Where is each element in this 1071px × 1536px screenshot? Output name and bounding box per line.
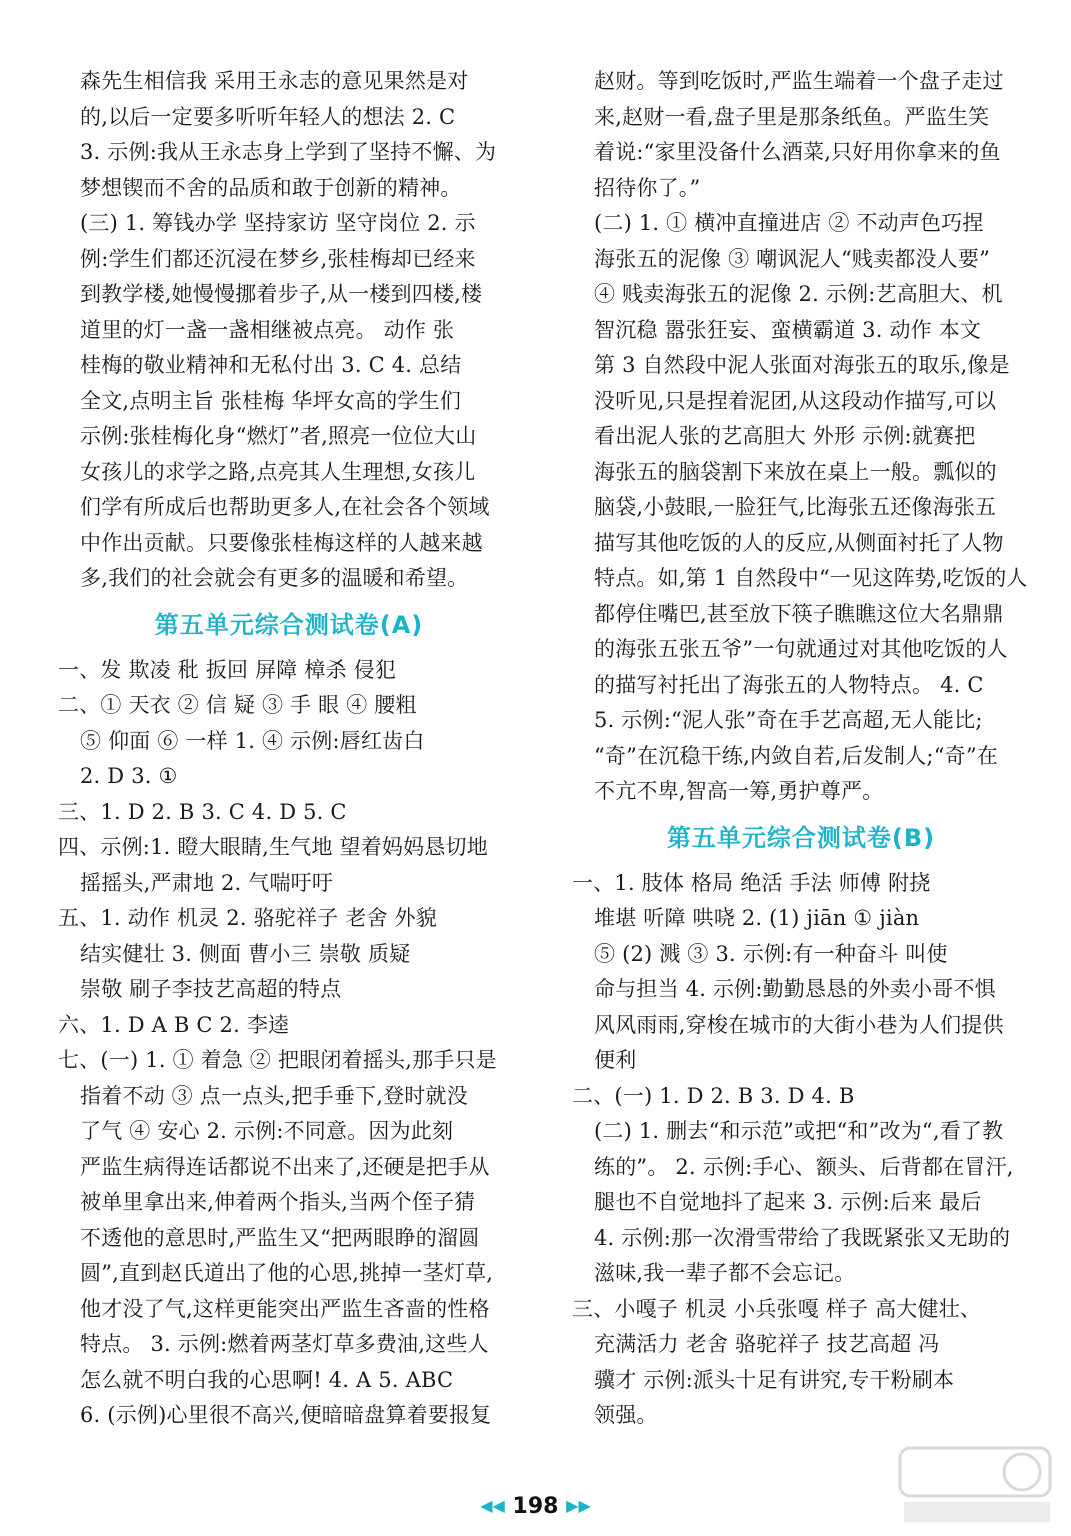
answer-line: 示例:张桂梅化身“燃灯”者,照亮一位位大山 xyxy=(80,424,477,448)
answer-line: 都停住嘴巴,甚至放下筷子瞧瞧这位大名鼎鼎 xyxy=(594,601,1004,626)
section-heading: 第五单元综合测试卷(B) xyxy=(666,823,936,852)
answer-line: 例:学生们都还沉浸在梦乡,张桂梅却已经来 xyxy=(80,246,476,271)
answer-line: 梦想锲而不舍的品质和敢于创新的精神。 xyxy=(80,175,462,200)
answer-line: 第 3 自然段中泥人张面对海张五的取乐,像是 xyxy=(594,353,1010,377)
right-column xyxy=(572,64,1030,1434)
answer-line: 练的”。 2. 示例:手心、额头、后背都在冒汗, xyxy=(594,1154,1014,1179)
answer-line: ⑤ (2) 溅 ③ 3. 示例:有一种奋斗 叫使 xyxy=(594,941,948,966)
answer-line: 4. 示例:那一次滑雪带给了我既紧张又无助的 xyxy=(594,1225,1011,1250)
answer-line: 二、① 天衣 ② 信 疑 ③ 手 眼 ④ 腰粗 xyxy=(58,693,417,717)
answer-line: 六、1. D A B C 2. 李逵 xyxy=(58,1012,290,1037)
answer-line: 到教学楼,她慢慢挪着步子,从一楼到四楼,楼 xyxy=(80,282,483,306)
answer-line: 特点。如,第 1 自然段中“一见这阵势,吃饭的人 xyxy=(594,566,1028,590)
answer-line: 3. 示例:我从王永志身上学到了坚持不懈、为 xyxy=(80,140,497,164)
answer-line: 来,赵财一看,盘子里是那条纸鱼。严监生笑 xyxy=(594,104,990,129)
watermark-logo-icon xyxy=(890,1440,1060,1530)
answer-line: 脑袋,小鼓眼,一脸狂气,比海张五还像海张五 xyxy=(594,495,997,519)
answer-line: 三、小嘎子 机灵 小兵张嘎 样子 高大健壮、 xyxy=(572,1296,982,1321)
answer-line: 中作出贡献。只要像张桂梅这样的人越来越 xyxy=(80,530,483,555)
answer-line: 描写其他吃饭的人的反应,从侧面衬托了人物 xyxy=(594,530,1004,555)
answer-line: 桂梅的敬业精神和无私付出 3. C 4. 总结 xyxy=(80,353,462,377)
answer-line: 5. 示例:“泥人张”奇在手艺高超,无人能比; xyxy=(594,708,983,732)
answer-line: 的描写衬托出了海张五的人物特点。 4. C xyxy=(594,672,984,697)
answer-line: “奇”在沉稳干练,内敛自若,后发制人;“奇”在 xyxy=(594,743,998,768)
answer-line: 赵财。等到吃饭时,严监生端着一个盘子走过 xyxy=(594,69,1004,93)
answer-line: 看出泥人张的艺高胆大 外形 示例:就赛把 xyxy=(594,424,976,448)
answer-line: 们学有所成后也帮助更多人,在社会各个领域 xyxy=(80,495,490,519)
answer-line: 他才没了气,这样更能突出严监生吝啬的性格 xyxy=(80,1296,490,1321)
answer-line: 四、示例:1. 瞪大眼睛,生气地 望着妈妈恳切地 xyxy=(58,835,488,859)
answer-line: 滋味,我一辈子都不会忘记。 xyxy=(594,1261,856,1285)
answer-line: 充满活力 老舍 骆驼祥子 技艺高超 冯 xyxy=(594,1332,940,1356)
answer-line: 指着不动 ③ 点一点头,把手垂下,登时就没 xyxy=(80,1083,468,1108)
answer-line: 摇摇头,严肃地 2. 气喘吁吁 xyxy=(80,870,334,895)
answer-line: 海张五的泥像 ③ 嘲讽泥人“贱卖都没人要” xyxy=(594,246,991,271)
answer-line: 多,我们的社会就会有更多的温暖和希望。 xyxy=(80,566,469,590)
answer-line: 命与担当 4. 示例:勤勤恳恳的外卖小哥不惧 xyxy=(594,977,996,1001)
answer-line: 森先生相信我 采用王永志的意见果然是对 xyxy=(80,69,469,93)
answer-line: 智沉稳 嚣张狂妄、蛮横霸道 3. 动作 本文 xyxy=(594,317,982,342)
answer-line: 的,以后一定要多听听年轻人的想法 2. C xyxy=(80,104,456,129)
answer-line: 海张五的脑袋割下来放在桌上一般。瓢似的 xyxy=(594,459,997,484)
answer-line: 了气 ④ 安心 2. 示例:不同意。因为此刻 xyxy=(80,1119,454,1143)
answer-line: 被单里拿出来,伸着两个指头,当两个侄子猜 xyxy=(80,1190,476,1214)
answer-line: 五、1. 动作 机灵 2. 骆驼祥子 老舍 外貌 xyxy=(58,906,437,930)
answer-line: 严监生病得连话都说不出来了,还硬是把手从 xyxy=(80,1154,490,1179)
answer-line: 特点。 3. 示例:燃着两茎灯草多费油,这些人 xyxy=(80,1332,489,1356)
answer-line: 6. (示例)心里很不高兴,便暗暗盘算着要报复 xyxy=(80,1403,492,1427)
answer-line: 腿也不自觉地抖了起来 3. 示例:后来 最后 xyxy=(594,1190,982,1214)
answer-line: 的海张五张五爷”一句就通过对其他吃饭的人 xyxy=(594,637,1008,661)
answer-line: 不亢不卑,智高一筹,勇护尊严。 xyxy=(594,779,884,803)
answer-line: 风风雨雨,穿梭在城市的大街小巷为人们提供 xyxy=(594,1012,1004,1037)
answer-line: 二、(一) 1. D 2. B 3. D 4. B xyxy=(572,1083,855,1108)
left-column xyxy=(58,64,520,1434)
answer-line: 结实健壮 3. 侧面 曹小三 崇敬 质疑 xyxy=(80,941,411,966)
page-number: 198 xyxy=(512,1494,559,1519)
answer-line: 七、(一) 1. ① 着急 ② 把眼闭着摇头,那手只是 xyxy=(58,1048,497,1072)
answer-line: (三) 1. 筹钱办学 坚持家访 坚守岗位 2. 示 xyxy=(80,211,476,235)
answer-line: 女孩儿的求学之路,点亮其人生理想,女孩儿 xyxy=(80,459,476,484)
answer-line: 2. D 3. ① xyxy=(80,764,178,788)
next-arrows-icon: ▶▶ xyxy=(566,1496,591,1515)
answer-line: 没听见,只是捏着泥团,从这段动作描写,可以 xyxy=(594,388,997,413)
answer-line: 一、发 欺凌 秕 扳回 屏障 樟杀 侵犯 xyxy=(58,657,397,682)
answer-line: 领强。 xyxy=(594,1403,658,1427)
answer-line: 招待你了。” xyxy=(594,175,701,200)
answer-line: 怎么就不明白我的心思啊! 4. A 5. ABC xyxy=(80,1367,454,1392)
answer-line: ④ 贱卖海张五的泥像 2. 示例:艺高胆大、机 xyxy=(594,282,1003,306)
answer-line: 三、1. D 2. B 3. C 4. D 5. C xyxy=(58,799,347,824)
answer-line: 一、1. 肢体 格局 绝活 手法 师傅 附挠 xyxy=(572,870,931,895)
answer-line: 崇敬 刷子李技艺高超的特点 xyxy=(80,977,342,1001)
prev-arrows-icon: ◀◀ xyxy=(480,1496,505,1515)
answer-line: 道里的灯一盏一盏相继被点亮。 动作 张 xyxy=(80,317,455,342)
answer-line: (二) 1. 删去“和示范”或把“和”改为“,看了教 xyxy=(594,1119,1004,1143)
answer-line: 圆”,直到赵氏道出了他的心思,挑掉一茎灯草, xyxy=(80,1261,494,1285)
answer-line: 骥才 示例:派头十足有讲究,专干粉刷本 xyxy=(594,1367,955,1392)
answer-line: 堆堪 听障 哄哓 2. (1) jiān ① jiàn xyxy=(594,906,920,930)
answer-line: 便利 xyxy=(594,1048,637,1072)
answer-line: 着说:“家里没备什么酒菜,只好用你拿来的鱼 xyxy=(594,140,1001,164)
answer-line: 全文,点明主旨 张桂梅 华坪女高的学生们 xyxy=(80,388,462,413)
section-heading: 第五单元综合测试卷(A) xyxy=(154,610,424,639)
answer-line: 不透他的意思时,严监生又“把两眼睁的溜圆 xyxy=(80,1225,480,1250)
answer-line: ⑤ 仰面 ⑥ 一样 1. ④ 示例:唇红齿白 xyxy=(80,728,425,753)
answer-line: (二) 1. ① 横冲直撞进店 ② 不动声色巧捏 xyxy=(594,211,984,235)
